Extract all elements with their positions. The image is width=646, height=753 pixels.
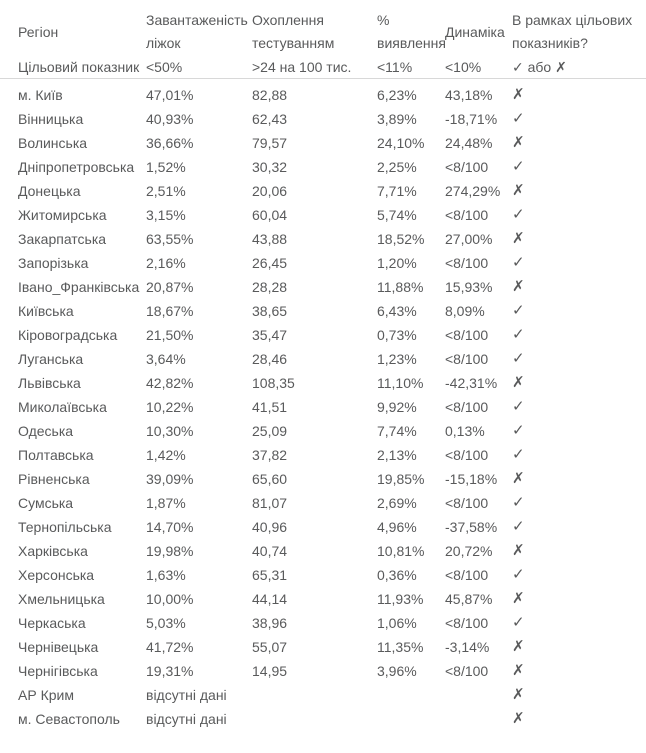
testing-value-cell: 60,04 <box>252 207 288 223</box>
status-cell: ✓ <box>512 398 525 415</box>
table-row <box>0 419 646 443</box>
status-cell: ✗ <box>512 710 525 727</box>
table-row <box>0 227 646 251</box>
col-header-beds <box>146 6 252 55</box>
col-header-beds-line2: ліжок <box>146 35 181 51</box>
testing-value-cell: 43,88 <box>252 231 288 247</box>
beds-value-cell: відсутні дані <box>146 687 227 703</box>
table-row <box>0 323 646 347</box>
table-row <box>0 395 646 419</box>
region-cell: Харківська <box>18 543 88 559</box>
testing-value-cell: 14,95 <box>252 663 288 679</box>
testing-value-cell: 20,06 <box>252 183 288 199</box>
region-cell: м. Севастополь <box>18 711 120 727</box>
testing-value-cell: 25,09 <box>252 423 288 439</box>
col-header-beds-line1: Завантаженість <box>146 12 248 28</box>
region-cell: АР Крим <box>18 687 74 703</box>
table-row <box>0 251 646 275</box>
detection-value-cell: 4,96% <box>377 519 417 535</box>
dynamics-value-cell: <8/100 <box>445 255 489 271</box>
detection-value-cell: 2,69% <box>377 495 417 511</box>
dynamics-value-cell: -37,58% <box>445 519 498 535</box>
beds-value-cell: 1,87% <box>146 495 186 511</box>
table-row <box>0 299 646 323</box>
detection-value-cell: 6,23% <box>377 87 417 103</box>
status-cell: ✓ <box>512 494 525 511</box>
dynamics-value-cell <box>445 683 512 707</box>
table-row <box>0 79 646 108</box>
table-row <box>0 179 646 203</box>
detection-value-cell: 11,93% <box>377 591 424 607</box>
table-row <box>0 491 646 515</box>
dynamics-value-cell: <8/100 <box>445 351 489 367</box>
testing-value-cell <box>252 707 377 731</box>
status-cell: ✗ <box>512 662 525 679</box>
table-row <box>0 515 646 539</box>
beds-value-cell: 63,55% <box>146 231 194 247</box>
testing-value-cell: 40,74 <box>252 543 288 559</box>
table-row <box>0 371 646 395</box>
testing-value-cell: 108,35 <box>252 375 295 391</box>
testing-value-cell: 41,51 <box>252 399 288 415</box>
testing-value-cell: 38,96 <box>252 615 288 631</box>
dynamics-value-cell: <8/100 <box>445 159 489 175</box>
beds-value-cell: 39,09% <box>146 471 194 487</box>
beds-value-cell: 3,64% <box>146 351 186 367</box>
dynamics-value-cell: <8/100 <box>445 327 489 343</box>
dynamics-value-cell: 24,48% <box>445 135 493 151</box>
table-row <box>0 131 646 155</box>
testing-value-cell: 37,82 <box>252 447 288 463</box>
beds-value-cell: 41,72% <box>146 639 194 655</box>
testing-value-cell: 26,45 <box>252 255 288 271</box>
target-testing-threshold: >24 на 100 тис. <box>252 55 377 79</box>
beds-value-cell: 10,30% <box>146 423 194 439</box>
testing-value-cell: 62,43 <box>252 111 288 127</box>
dynamics-value-cell <box>445 707 512 731</box>
beds-value-cell: 40,93% <box>146 111 194 127</box>
testing-value-cell: 40,96 <box>252 519 288 535</box>
detection-value-cell: 7,71% <box>377 183 417 199</box>
col-header-detection-line1: % <box>377 12 390 28</box>
testing-value-cell: 44,14 <box>252 591 288 607</box>
detection-value-cell <box>377 683 445 707</box>
beds-value-cell: 1,63% <box>146 567 186 583</box>
detection-value-cell: 1,23% <box>377 351 417 367</box>
covid-regional-indicators-table <box>0 6 646 731</box>
region-cell: Хмельницька <box>18 591 105 607</box>
detection-value-cell: 10,81% <box>377 543 425 559</box>
beds-value-cell: 10,00% <box>146 591 194 607</box>
detection-value-cell: 2,13% <box>377 447 417 463</box>
region-cell: Львівська <box>18 375 81 391</box>
region-cell: Миколаївська <box>18 399 107 415</box>
dynamics-value-cell: <8/100 <box>445 447 489 463</box>
beds-value-cell: 2,16% <box>146 255 186 271</box>
beds-value-cell: 20,87% <box>146 279 194 295</box>
dynamics-value-cell: 43,18% <box>445 87 493 103</box>
table-row <box>0 563 646 587</box>
detection-value-cell: 18,52% <box>377 231 425 247</box>
col-header-testing <box>252 6 377 55</box>
dynamics-value-cell: 15,93% <box>445 279 493 295</box>
beds-value-cell: 1,42% <box>146 447 186 463</box>
beds-value-cell: 19,98% <box>146 543 194 559</box>
status-cell: ✓ <box>512 518 525 535</box>
detection-value-cell: 5,74% <box>377 207 417 223</box>
status-cell: ✗ <box>512 230 525 247</box>
dynamics-value-cell: <8/100 <box>445 495 489 511</box>
testing-value-cell <box>252 683 377 707</box>
status-cell: ✓ <box>512 206 525 223</box>
dynamics-value-cell: <8/100 <box>445 615 489 631</box>
col-header-region-label: Регіон <box>18 23 59 40</box>
table-row <box>0 203 646 227</box>
detection-value-cell: 24,10% <box>377 135 425 151</box>
beds-value-cell: 14,70% <box>146 519 194 535</box>
beds-value-cell: 18,67% <box>146 303 194 319</box>
region-cell: Рівненська <box>18 471 90 487</box>
target-row-label: Цільовий показник <box>0 55 146 79</box>
region-cell: Івано_Франківська <box>18 279 140 295</box>
testing-value-cell: 28,28 <box>252 279 288 295</box>
dynamics-value-cell: 45,87% <box>445 591 493 607</box>
dynamics-value-cell: -15,18% <box>445 471 498 487</box>
region-cell: Закарпатська <box>18 231 107 247</box>
table-row <box>0 347 646 371</box>
table-row <box>0 443 646 467</box>
region-cell: Волинська <box>18 135 88 151</box>
col-header-dynamics-label: Динаміка <box>445 23 505 40</box>
target-status-legend: ✓ або ✗ <box>512 55 646 79</box>
target-detection-threshold: <11% <box>377 55 445 79</box>
dynamics-value-cell: 274,29% <box>445 183 501 199</box>
status-cell: ✓ <box>512 254 525 271</box>
col-header-testing-line2: тестуванням <box>252 35 335 51</box>
testing-value-cell: 35,47 <box>252 327 288 343</box>
col-header-testing-line1: Охоплення <box>252 12 324 28</box>
col-header-region <box>0 6 146 55</box>
dynamics-value-cell: -3,14% <box>445 639 490 655</box>
beds-value-cell: 2,51% <box>146 183 186 199</box>
detection-value-cell: 19,85% <box>377 471 425 487</box>
detection-value-cell: 11,35% <box>377 639 424 655</box>
table-row <box>0 587 646 611</box>
status-cell: ✗ <box>512 278 525 295</box>
detection-value-cell: 9,92% <box>377 399 417 415</box>
table-row <box>0 275 646 299</box>
detection-value-cell: 1,06% <box>377 615 417 631</box>
table-row <box>0 155 646 179</box>
dynamics-value-cell: 0,13% <box>445 423 485 439</box>
detection-value-cell: 0,36% <box>377 567 417 583</box>
region-cell: Одеська <box>18 423 74 439</box>
beds-value-cell: 1,52% <box>146 159 186 175</box>
table-row <box>0 635 646 659</box>
status-cell: ✓ <box>512 302 525 319</box>
region-cell: м. Київ <box>18 87 63 103</box>
region-cell: Запорізька <box>18 255 89 271</box>
testing-value-cell: 65,60 <box>252 471 288 487</box>
status-cell: ✗ <box>512 638 525 655</box>
table-body <box>0 79 646 732</box>
header-row <box>0 6 646 55</box>
region-cell: Тернопільська <box>18 519 112 535</box>
status-cell: ✓ <box>512 350 525 367</box>
testing-value-cell: 55,07 <box>252 639 288 655</box>
region-cell: Полтавська <box>18 447 94 463</box>
region-cell: Київська <box>18 303 74 319</box>
dynamics-value-cell: -42,31% <box>445 375 498 391</box>
status-cell: ✗ <box>512 686 525 703</box>
status-cell: ✗ <box>512 590 525 607</box>
col-header-target-line1: В рамках цільових <box>512 12 633 28</box>
table-row <box>0 611 646 635</box>
col-header-target <box>512 6 646 55</box>
target-thresholds-row <box>0 55 646 79</box>
dynamics-value-cell: <8/100 <box>445 207 489 223</box>
region-cell: Чернівецька <box>18 639 99 655</box>
col-header-dynamics <box>445 6 512 55</box>
detection-value-cell: 0,73% <box>377 327 417 343</box>
status-cell: ✗ <box>512 470 525 487</box>
region-cell: Кіровоградська <box>18 327 118 343</box>
detection-value-cell: 11,10% <box>377 375 424 391</box>
beds-value-cell: 5,03% <box>146 615 186 631</box>
region-cell: Вінницька <box>18 111 84 127</box>
dynamics-value-cell: <8/100 <box>445 567 489 583</box>
beds-value-cell: 47,01% <box>146 87 194 103</box>
beds-value-cell: відсутні дані <box>146 711 227 727</box>
beds-value-cell: 21,50% <box>146 327 194 343</box>
testing-value-cell: 79,57 <box>252 135 288 151</box>
testing-value-cell: 65,31 <box>252 567 288 583</box>
beds-value-cell: 3,15% <box>146 207 186 223</box>
status-cell: ✗ <box>512 86 525 103</box>
beds-value-cell: 36,66% <box>146 135 194 151</box>
region-cell: Дніпропетровська <box>18 159 135 175</box>
status-cell: ✓ <box>512 614 525 631</box>
status-cell: ✗ <box>512 134 525 151</box>
dynamics-value-cell: 27,00% <box>445 231 493 247</box>
detection-value-cell: 11,88% <box>377 279 424 295</box>
region-cell: Луганська <box>18 351 84 367</box>
target-dynamics-threshold: <10% <box>445 55 512 79</box>
dynamics-value-cell: <8/100 <box>445 663 489 679</box>
status-cell: ✗ <box>512 542 525 559</box>
table-row <box>0 683 646 707</box>
status-cell: ✗ <box>512 182 525 199</box>
detection-value-cell: 3,96% <box>377 663 417 679</box>
table-row <box>0 539 646 563</box>
dynamics-value-cell: <8/100 <box>445 399 489 415</box>
testing-value-cell: 82,88 <box>252 87 288 103</box>
detection-value-cell: 1,20% <box>377 255 417 271</box>
dynamics-value-cell: 8,09% <box>445 303 485 319</box>
detection-value-cell: 6,43% <box>377 303 417 319</box>
dynamics-value-cell: 20,72% <box>445 543 493 559</box>
col-header-detection-line2: виявлення <box>377 35 446 51</box>
table-row <box>0 707 646 731</box>
status-cell: ✓ <box>512 110 525 127</box>
status-cell: ✗ <box>512 374 525 391</box>
testing-value-cell: 30,32 <box>252 159 288 175</box>
region-cell: Донецька <box>18 183 81 199</box>
table-row <box>0 107 646 131</box>
beds-value-cell: 19,31% <box>146 663 194 679</box>
region-cell: Черкаська <box>18 615 86 631</box>
col-header-target-line2: показників? <box>512 35 588 51</box>
regional-indicators-page <box>0 6 646 731</box>
dynamics-value-cell: -18,71% <box>445 111 498 127</box>
detection-value-cell: 7,74% <box>377 423 417 439</box>
testing-value-cell: 81,07 <box>252 495 288 511</box>
beds-value-cell: 10,22% <box>146 399 194 415</box>
testing-value-cell: 28,46 <box>252 351 288 367</box>
region-cell: Херсонська <box>18 567 95 583</box>
table-row <box>0 659 646 683</box>
detection-value-cell <box>377 707 445 731</box>
status-cell: ✓ <box>512 326 525 343</box>
detection-value-cell: 3,89% <box>377 111 417 127</box>
table-row <box>0 467 646 491</box>
status-cell: ✓ <box>512 566 525 583</box>
detection-value-cell: 2,25% <box>377 159 417 175</box>
testing-value-cell: 38,65 <box>252 303 288 319</box>
col-header-detection <box>377 6 445 55</box>
status-cell: ✓ <box>512 446 525 463</box>
region-cell: Чернігівська <box>18 663 98 679</box>
region-cell: Житомирська <box>18 207 107 223</box>
beds-value-cell: 42,82% <box>146 375 194 391</box>
region-cell: Сумська <box>18 495 74 511</box>
status-cell: ✓ <box>512 422 525 439</box>
target-beds-threshold: <50% <box>146 55 252 79</box>
status-cell: ✓ <box>512 158 525 175</box>
